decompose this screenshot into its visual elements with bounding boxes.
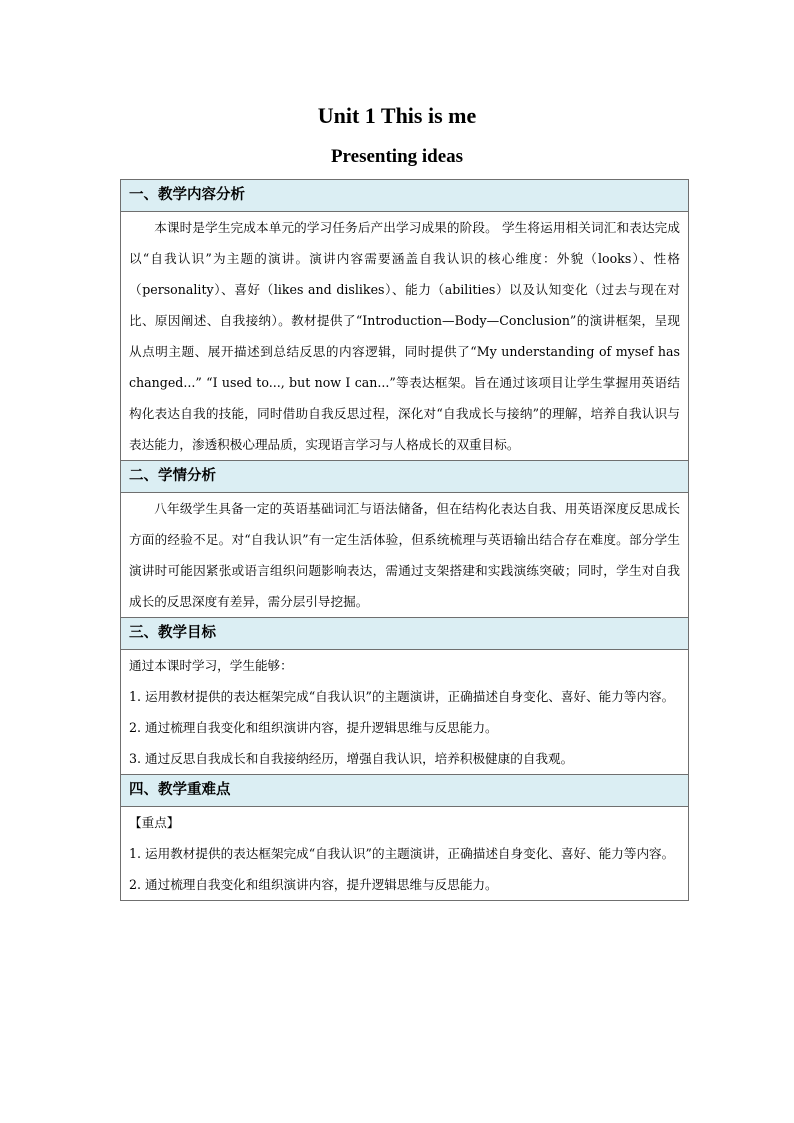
objective-item-3: 3. 通过反思自我成长和自我接纳经历，增强自我认识，培养积极健康的自我观。 (129, 751, 574, 766)
key-point-item-1: 1. 运用教材提供的表达框架完成“自我认识”的主题演讲，正确描述自身变化、喜好、能力等内容。 (129, 846, 675, 861)
document-title: Unit 1 This is me (317, 103, 477, 128)
section-heading-objectives: 三、教学目标 (121, 618, 689, 650)
document-subtitle: Presenting ideas (330, 146, 464, 167)
lesson-plan-table (120, 179, 689, 901)
section-body-content-analysis (121, 212, 689, 461)
section-heading-key-points: 四、教学重难点 (121, 775, 689, 807)
section-body-student-analysis (121, 493, 689, 618)
section-heading-content-analysis: 一、教学内容分析 (121, 180, 689, 212)
key-points-label: 【重点】 (129, 815, 180, 830)
objectives-intro: 通过本课时学习，学生能够： (129, 658, 293, 673)
key-point-item-2: 2. 通过梳理自我变化和组织演讲内容，提升逻辑思维与反思能力。 (129, 877, 498, 892)
content-analysis-paragraph: 本课时是学生完成本单元的学习任务后产出学习成果的阶段。 学生将运用相关词汇和表达完成以“自我认识”为主题的演讲。演讲内容需要涵盖自我认识的核心维度：外貌（looks）、性格（personality）、喜好（likes and dislikes）、能力（abilities）以及认知变化（过去与现在对比、原因阐述、自我接纳）。教材提供了“Introduction—Body—Conclusion”的演讲框架，呈现从点明主题、展开描述到总结反思的内容逻辑，同时提供了“My understanding of mysef has changed...” “I used to..., but now I can...”等表达框架。旨在通过该项目让学生掌握用英语结构化表达自我的技能，同时借助自我反思过程，深化对“自我成长与接纳”的理解，培养自我认识与表达能力，渗透积极心理品质，实现语言学习与人格成长的双重目标。 (129, 220, 680, 452)
section-heading-student-analysis: 二、学情分析 (121, 461, 689, 493)
student-analysis-paragraph: 八年级学生具备一定的英语基础词汇与语法储备，但在结构化表达自我、用英语深度反思成长方面的经验不足。对“自我认识”有一定生活体验，但系统梳理与英语输出结合存在难度。部分学生演讲时可能因紧张或语言组织问题影响表达，需通过支架搭建和实践演练突破；同时，学生对自我成长的反思深度有差异，需分层引导挖掘。 (129, 501, 680, 609)
objective-item-1: 1. 运用教材提供的表达框架完成“自我认识”的主题演讲，正确描述自身变化、喜好、能力等内容。 (129, 689, 675, 704)
objective-item-2: 2. 通过梳理自我变化和组织演讲内容，提升逻辑思维与反思能力。 (129, 720, 498, 735)
section-body-key-points (121, 807, 689, 901)
section-body-objectives (121, 650, 689, 775)
